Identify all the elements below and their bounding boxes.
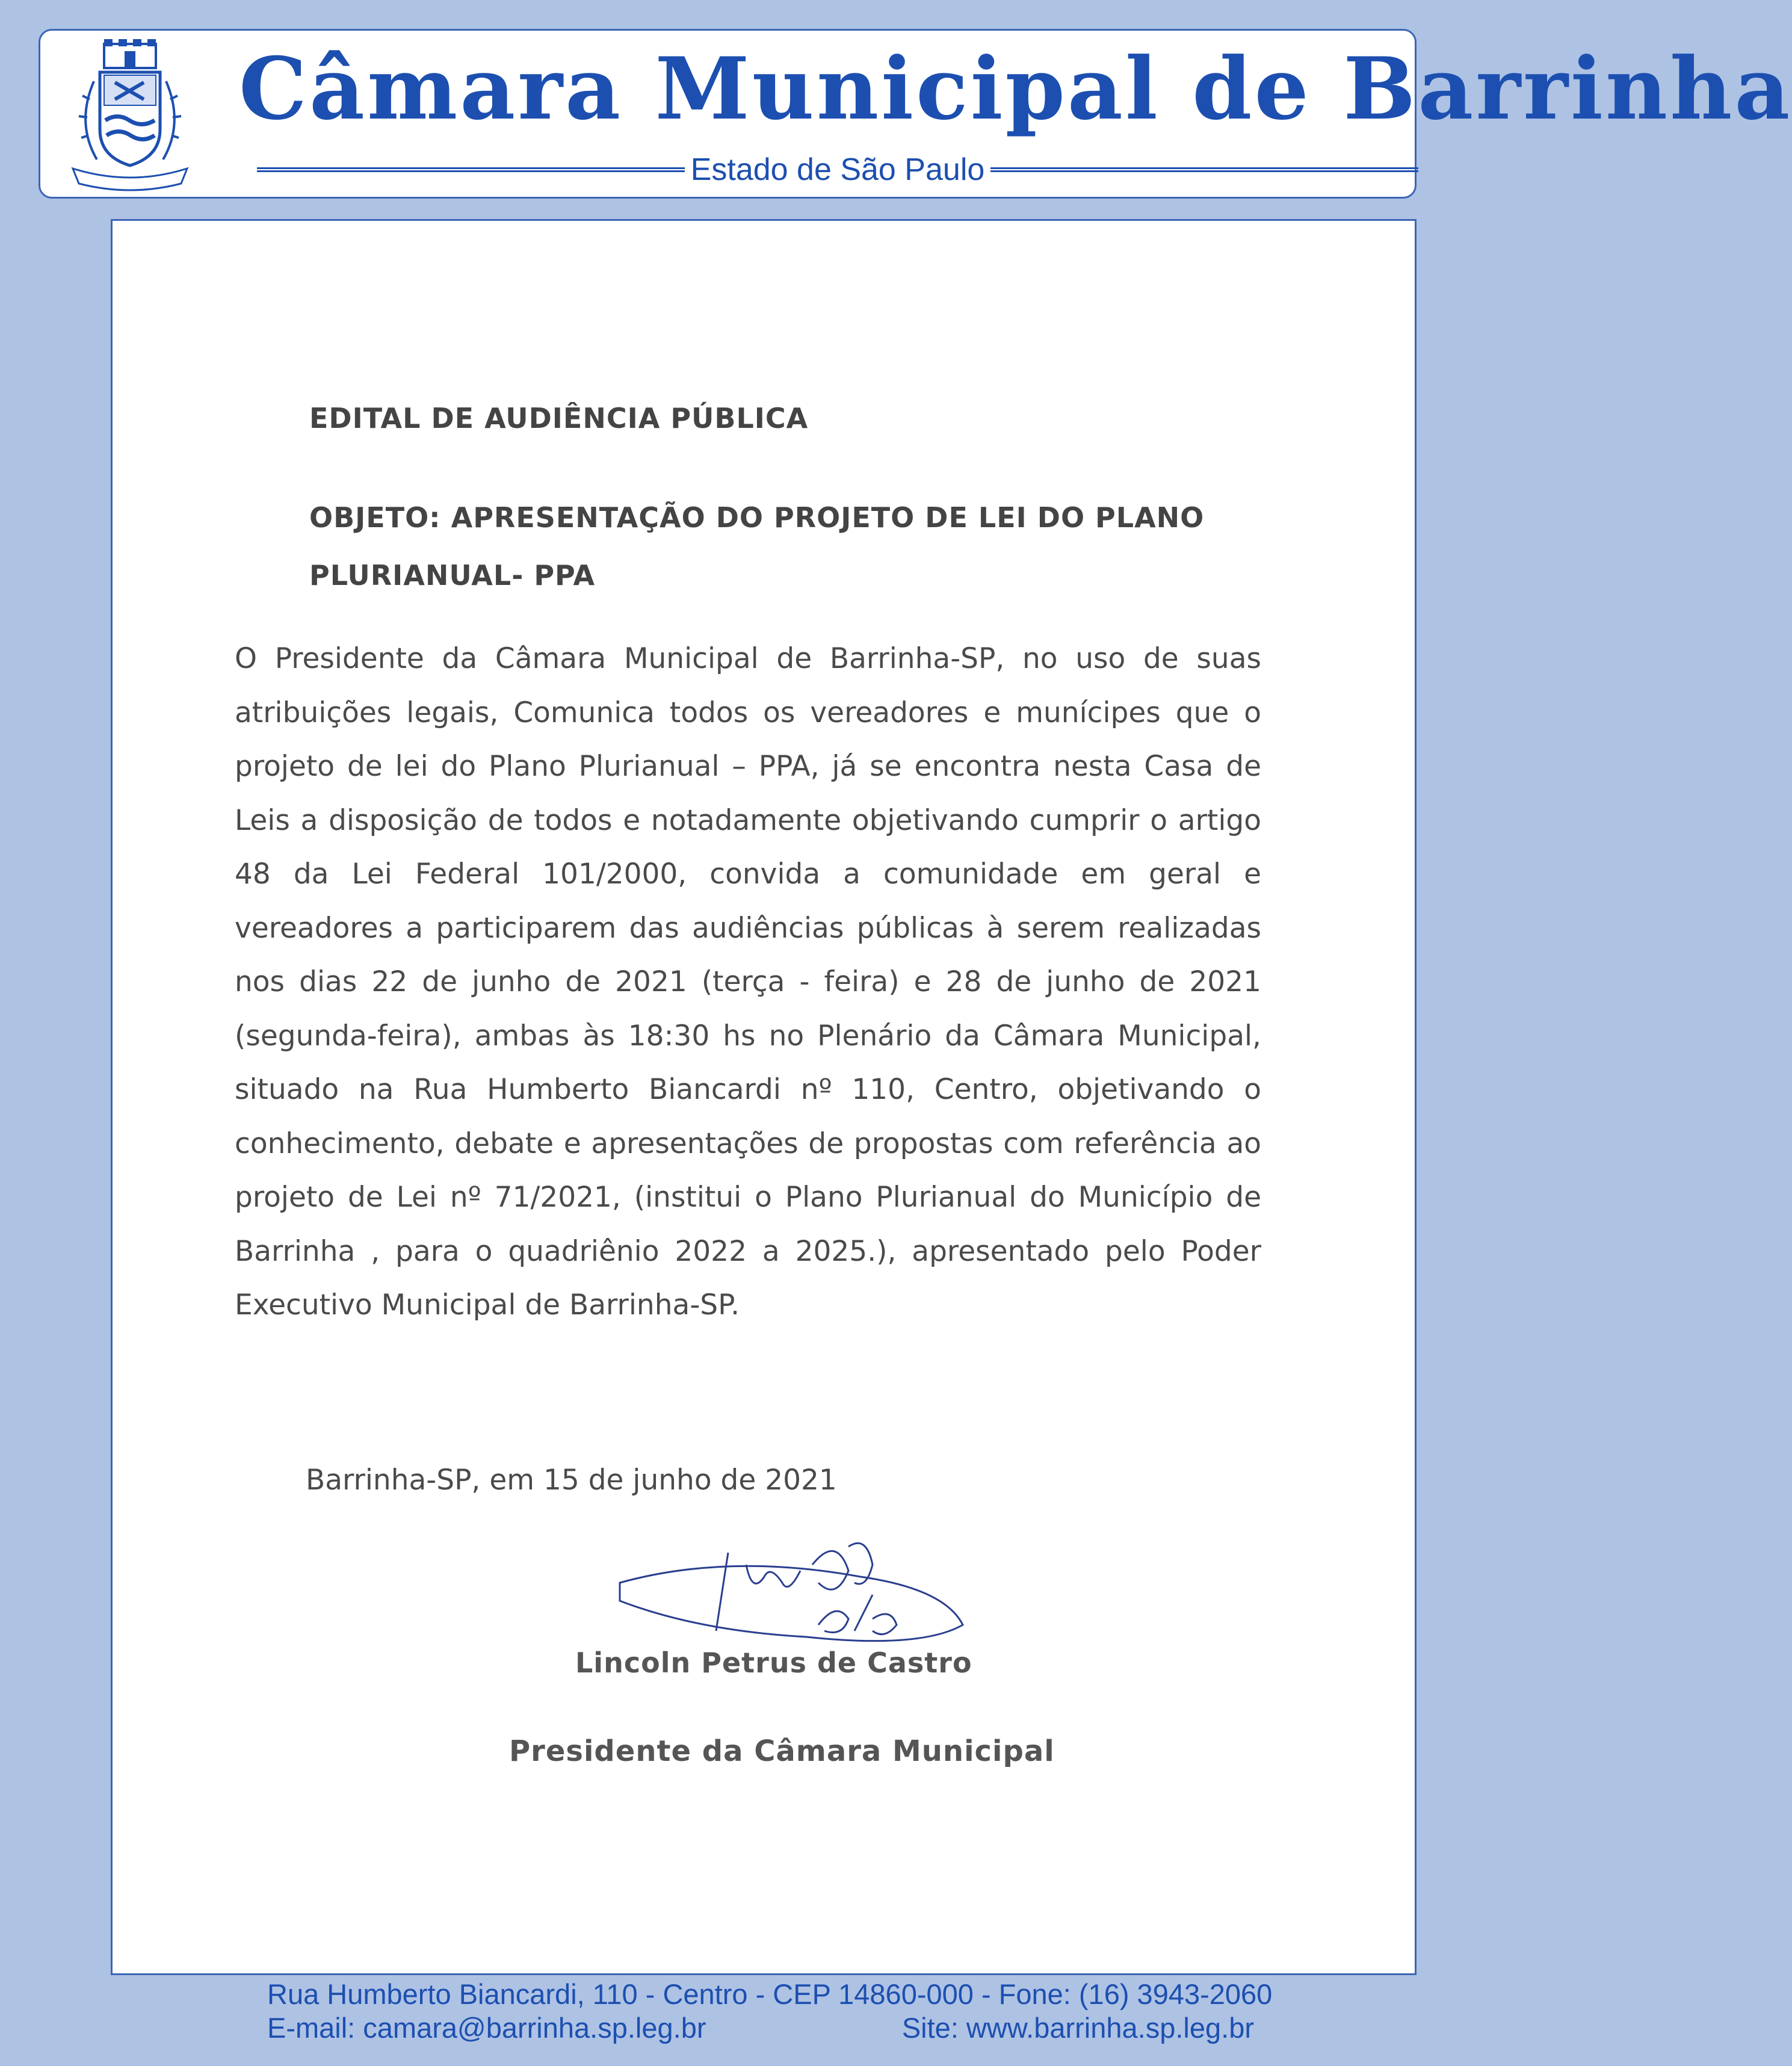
footer-email: E-mail: camara@barrinha.sp.leg.br — [267, 2012, 706, 2044]
handwritten-signature — [608, 1511, 969, 1667]
document-heading: EDITAL DE AUDIÊNCIA PÚBLICA — [309, 402, 809, 435]
letterhead — [39, 29, 1792, 199]
chamber-title: Câmara Municipal de Barrinha — [239, 39, 1792, 139]
document-body: O Presidente da Câmara Municipal de Barrinha-SP, no uso de suas atribuições legais, Comunica todos os vereadores e munícipes que o projeto de lei do Plano Plurianual – PPA, já se encontra nesta Casa de Leis a disposição de todos e notadamente objetivando cumprir o artigo 48 da Lei Federal 101/2000, convida a comunidade em geral e vereadores a participarem das audiências públicas à serem realizadas nos dias 22 de junho de 2021 (terça - feira) e 28 de junho de 2021 (segunda-feira), ambas às 18:30 hs no Plenário da Câmara Municipal, situado na Rua Humberto Biancardi nº 110, Centro, objetivando o conhecimento, debate e apresentações de propostas com referência ao projeto de Lei nº 71/2021, (institui o Plano Plurianual do Município de Barrinha , para o quadriênio 2022 a 2025.), apresentado pelo Poder Executivo Municipal de Barrinha-SP. — [235, 642, 1261, 1322]
document-object: OBJETO: APRESENTAÇÃO DO PROJETO DE LEI DO PLANO PLURIANUAL- PPA — [309, 501, 1205, 592]
footer-address: Rua Humberto Biancardi, 110 - Centro - CEP 14860-000 - Fone: (16) 3943-2060 — [267, 1978, 1273, 2010]
signer-name: Lincoln Petrus de Castro — [575, 1647, 972, 1679]
footer-site: Site: www.barrinha.sp.leg.br — [901, 2012, 1254, 2044]
divider-left — [257, 167, 685, 172]
footer — [267, 1978, 1273, 2045]
municipal-coat-of-arms-icon — [67, 39, 193, 190]
footer-contact-row — [267, 2011, 1254, 2045]
footer-address-row — [267, 1978, 1273, 2011]
signer-role: Presidente da Câmara Municipal — [509, 1734, 1055, 1768]
subtitle-row — [257, 149, 1418, 191]
date-line: Barrinha-SP, em 15 de junho de 2021 — [306, 1464, 837, 1497]
state-subtitle: Estado de São Paulo — [690, 152, 985, 187]
divider-right — [990, 167, 1418, 172]
